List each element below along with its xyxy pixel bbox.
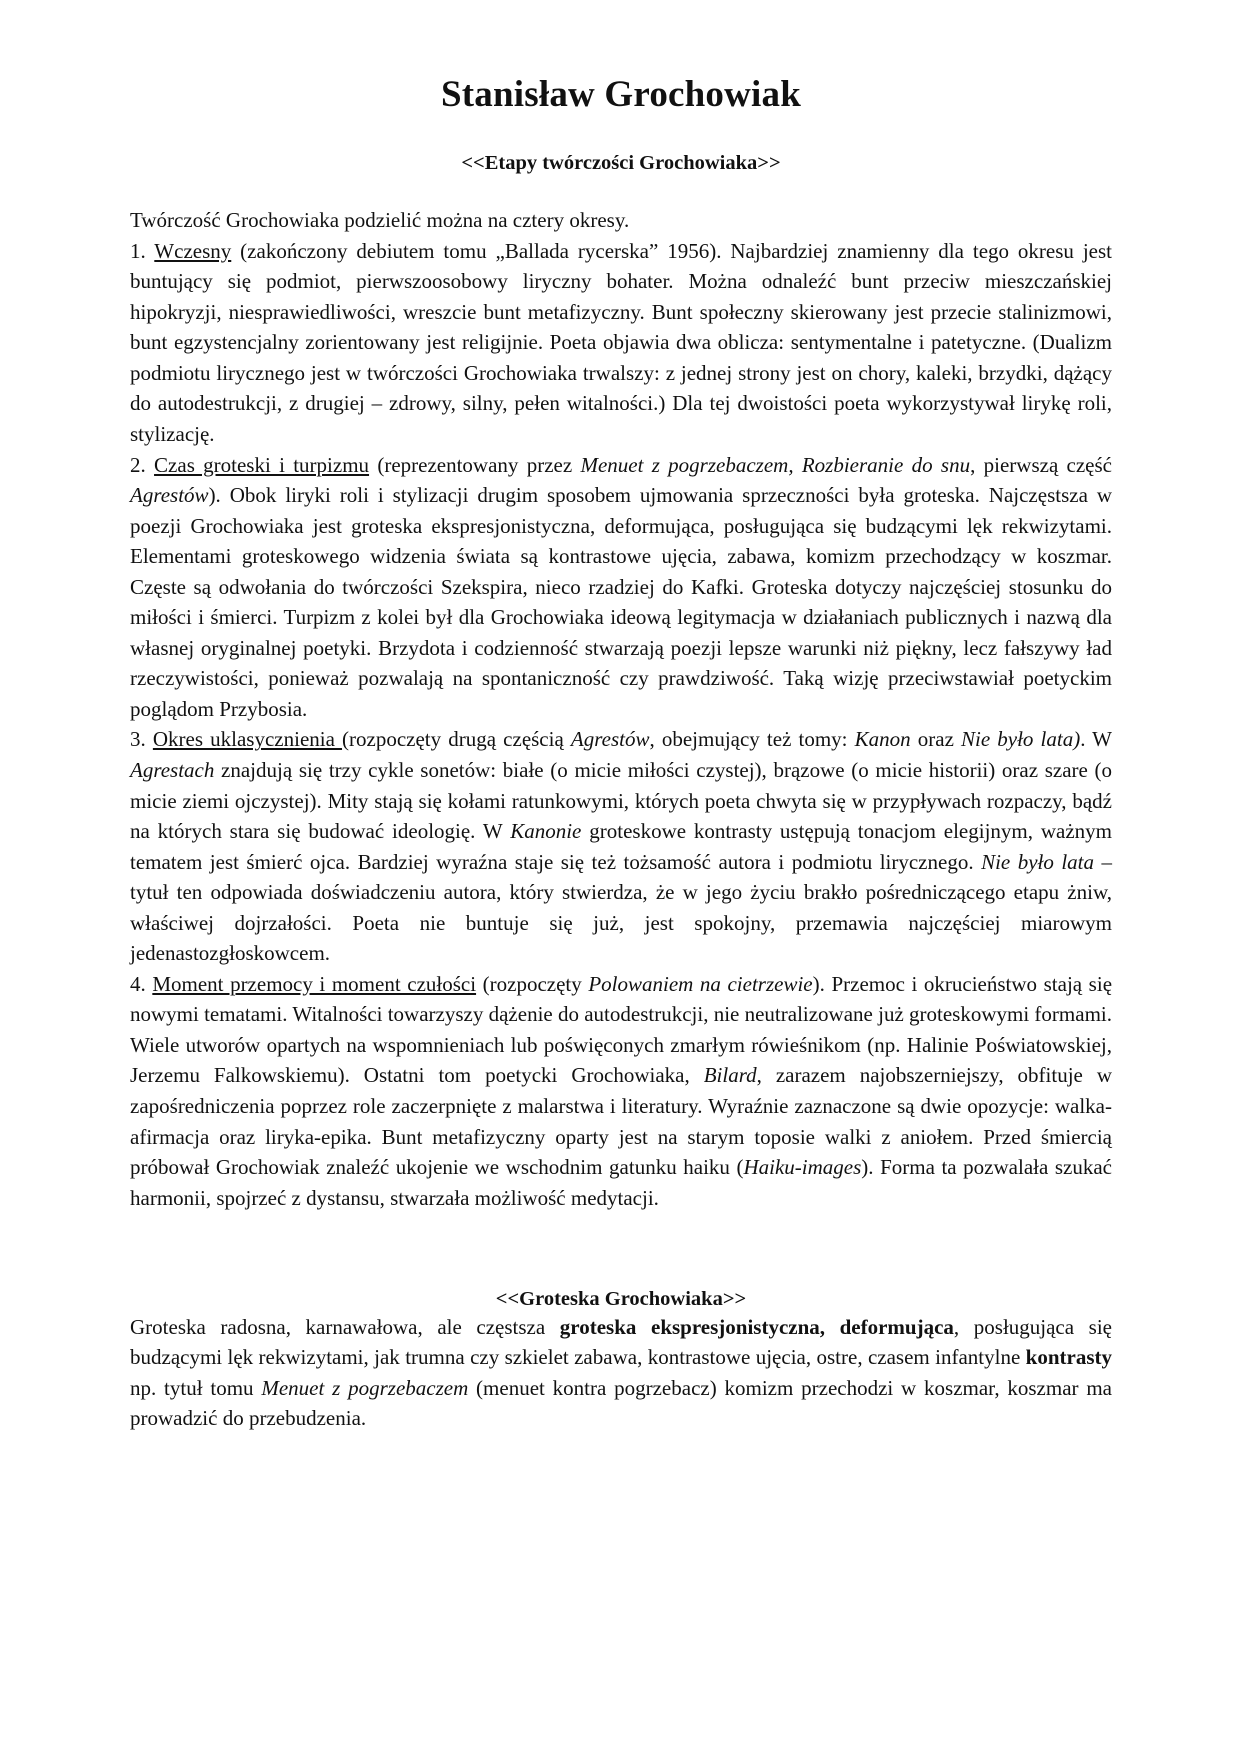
groteska-text-4: (menuet kontra pogrzebacz) komizm przechodzi w koszmar, koszmar ma prowadzić do przebudzenia. (130, 1375, 1112, 1431)
groteska-paragraph (130, 1312, 1112, 1434)
period-paragraph-2 (130, 450, 1112, 725)
period-italic-4-2: Bilard (703, 1063, 757, 1088)
period-name-3: Okres uklasycznienia (152, 727, 343, 752)
intro-paragraph: Twórczość Grochowiaka podzielić można na cztery okresy. (130, 208, 630, 233)
period-paragraph-3 (130, 724, 1112, 968)
period-italic-3-1: Agrestów (570, 727, 650, 752)
period-name-4: Moment przemocy i moment czułości (152, 971, 477, 996)
period-number-4: 4. (130, 971, 146, 996)
period-text-2-3: ). Obok liryki roli i stylizacji drugim sposobem ujmowania sprzeczności była groteska. Najczęstsza w poezji Grochowiaka jest groteska ekspresjonistyczna, deformująca, posługująca się budzącymi lęk rekwizytami. Elementami groteskowego widzenia świata są kontrastowe ujęcia, zabawa, komizm przechodzący w koszmar. Częste są odwołania do twórczości Szekspira, nieco rzadziej do Kafki. Groteska dotyczy najczęściej stosunku do miłości i śmierci. Turpizm z kolei był dla Grochowiaka ideową legitymacja w działaniach publicznych i nazwą dla własnej oryginalnej poetyki. Brzydota i codzienność stwarzają poezji lepsze warunki niż piękny, lecz fałszywy ład rzeczywistości, ponieważ pozwalają na spontaniczność czy prawdziwość. Taką wizję przeciwstawiał poetyckim poglądom Przybosia. (130, 483, 1112, 721)
period-text-3-5: znajdują się trzy cykle sonetów: białe (o micie miłości czystej), brązowe (o micie historii) oraz szare (o micie ziemi ojczystej). Mity stają się kołami ratunkowymi, których poeta chwyta się w przypływach rozpaczy, bądź na których stara się budować ideologię. W (130, 757, 1112, 844)
period-name-2: Czas groteski i turpizmu (154, 452, 370, 477)
period-text-3-6: groteskowe kontrasty ustępują tonacjom elegijnym, ważnym tematem jest śmierć ojca. Bardziej wyraźna staje się też tożsamość autora i podmiotu lirycznego. (130, 819, 1113, 874)
period-italic-2-1: Menuet z pogrzebaczem, Rozbieranie do snu (580, 452, 971, 477)
period-italic-3-2: Kanon (854, 727, 911, 752)
period-paragraph-4 (130, 969, 1112, 1213)
groteska-text-1: Groteska radosna, karnawałowa, ale częstsza (130, 1314, 560, 1339)
period-text-4-4: ). Forma ta pozwalała szukać harmonii, spojrzeć z dystansu, stwarzała możliwość medytacji. (130, 1155, 1112, 1210)
period-italic-2-2: Agrestów (130, 483, 209, 508)
period-text-4-2: ). Przemoc i okrucieństwo stają się nowymi tematami. Witalności towarzyszy dążenie do autodestrukcji, nie neutralizowane już groteskowymi formami. Wiele utworów opartych na wspomnieniach lub poświęconych zmarłym rówieśnikom (np. Halinie Poświatowskiej, Jerzemu Falkowskiemu). Ostatni tom poetycki Grochowiaka, (130, 971, 1113, 1088)
period-italic-4-3: Haiku-images (743, 1155, 862, 1180)
period-paragraph-1 (130, 236, 1112, 450)
period-text-3-2: , obejmujący też tomy: (649, 727, 855, 752)
page-title: Stanisław Grochowiak (440, 74, 802, 115)
period-text-3-1: (rozpoczęty drugą częścią (342, 727, 571, 752)
period-italic-4-1: Polowaniem na cietrzewie (588, 971, 813, 996)
groteska-text-3: np. tytuł tomu (130, 1375, 262, 1400)
period-text-1-1: (zakończony debiutem tomu „Ballada rycerska” 1956). Najbardziej znamienny dla tego okresu jest buntujący się podmiot, pierwszoosobowy liryczny bohater. Można odnaleźć bunt przeciw mieszczańskiej hipokryzji, niesprawiedliwości, wreszcie bunt metafizyczny. Bunt społeczny skierowany jest przecie stalinizmowi, bunt egzystencjalny zorientowany jest religijnie. Poeta objawia dwa oblicza: sentymentalne i patetyczne. (Dualizm podmiotu lirycznego jest w twórczości Grochowiaka trwalszy: z jednej strony jest on chory, kaleki, brzydki, dążący do autodestrukcji, z drugiej – zdrowy, silny, pełen witalności.) Dla tej dwoistości poeta wykorzystywał lirykę roli, stylizację. (130, 238, 1112, 446)
period-italic-3-5: Kanonie (510, 819, 582, 844)
period-name-1: Wczesny (154, 238, 232, 263)
period-text-4-3: , zarazem najobszerniejszy, obfituje w zapośredniczenia poprzez role zaczerpnięte z malarstwa i literatury. Wyraźnie zaznaczone są dwie opozycje: walka-afirmacja oraz liryka-epika. Bunt metafizyczny oparty jest na starym toposie walki z aniołem. Przed śmiercią próbował Grochowiak znaleźć ukojenie we wschodnim gatunku haiku ( (130, 1063, 1112, 1180)
period-number-2: 2. (130, 452, 146, 477)
heading-spacer (130, 1287, 1112, 1312)
period-text-3-7: – tytuł ten odpowiada doświadczeniu autora, który stwierdza, że w jego życiu brakło pośredniczącego etapu żniw, właściwej dojrzałości. Poeta nie buntuje się już, jest spokojny, przemawia najczęściej miarowym jedenastozgłoskowcem. (130, 849, 1112, 966)
period-text-2-2: , pierwszą część (970, 452, 1113, 477)
period-text-2-1: (reprezentowany przez (369, 452, 581, 477)
body-content (130, 205, 1112, 1434)
period-text-4-1: (rozpoczęty (476, 971, 589, 996)
section-heading-groteska: <<Groteska Grochowiaka>> (495, 1288, 747, 1311)
section-heading-etapy: <<Etapy twórczości Grochowiaka>> (461, 151, 781, 174)
groteska-text-2: , posługująca się budzącymi lęk rekwizytami, jak trumna czy szkielet zabawa, kontrastowe ujęcia, ostre, czasem infantylne (130, 1314, 1112, 1370)
period-italic-3-3: Nie było lata) (961, 727, 1081, 752)
period-italic-3-6: Nie było lata (981, 849, 1095, 874)
period-number-3: 3. (130, 727, 146, 752)
period-text-3-4: . W (1080, 727, 1113, 752)
period-italic-3-4: Agrestach (130, 757, 215, 782)
groteska-bold-1: groteska ekspresjonistyczna, deformująca (559, 1314, 954, 1339)
groteska-italic-1: Menuet z pogrzebaczem (261, 1375, 469, 1400)
groteska-bold-2: kontrasty (1025, 1345, 1112, 1370)
period-text-3-3: oraz (910, 727, 961, 752)
period-number-1: 1. (130, 238, 146, 263)
